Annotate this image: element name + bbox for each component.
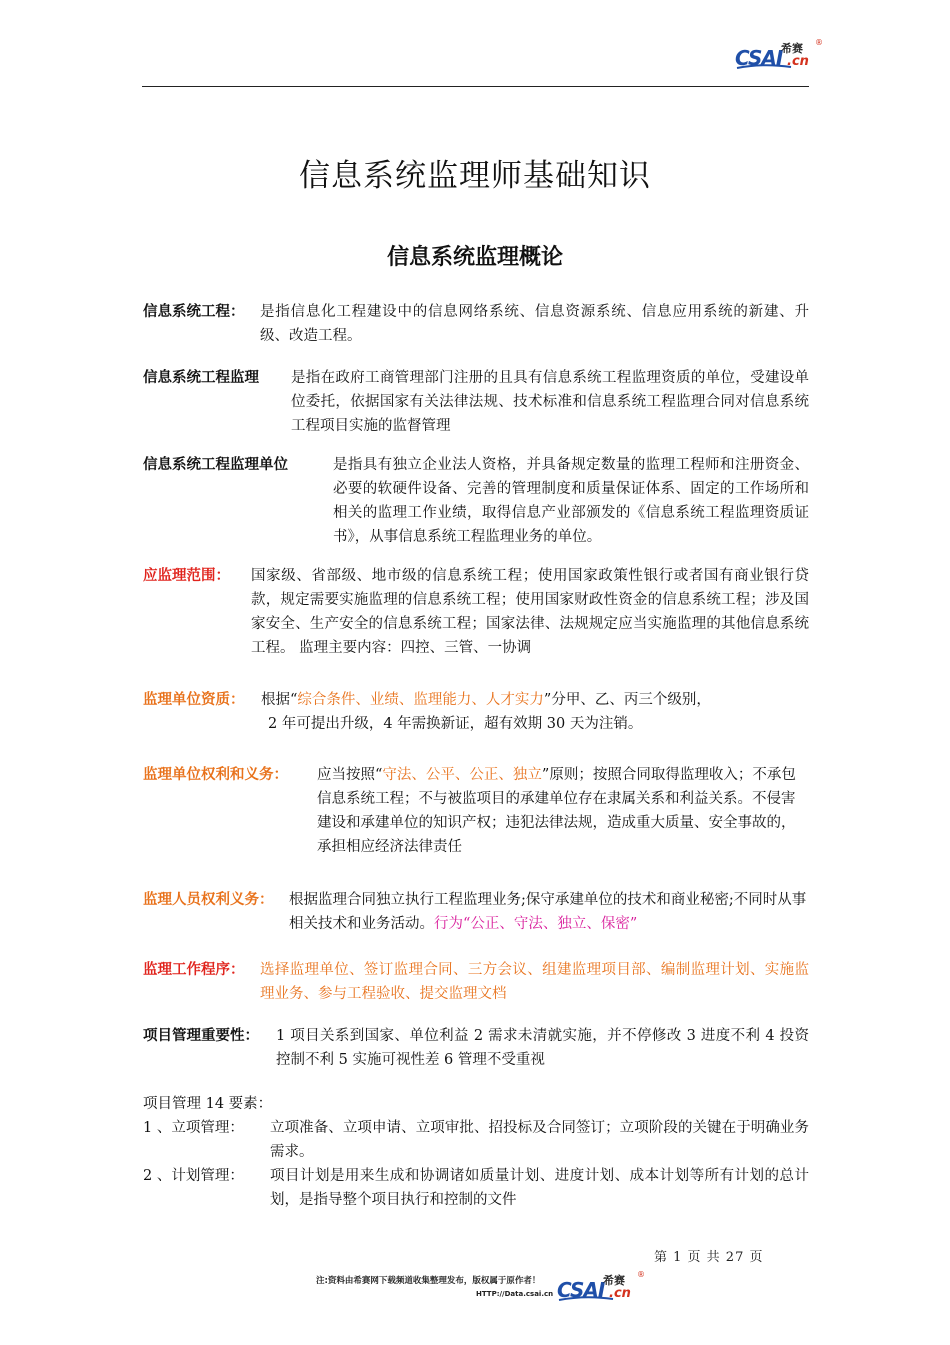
highlight-text: 行为“公正、守法、独立、保密” bbox=[434, 916, 638, 932]
list-item bbox=[143, 1116, 809, 1164]
logo-swoosh-icon bbox=[557, 1296, 615, 1302]
definition-entry bbox=[143, 453, 809, 549]
csai-logo bbox=[735, 40, 825, 72]
definition-body: 1 项目关系到国家、单位利益 2 需求未清就实施，并不停修改 3 进度不利 4 投资控制不利 5 实施可视性差 6 管理不受重视 bbox=[276, 1028, 809, 1068]
definition-body-line: 2 年可提出升级，4 年需换新证，超有效期 30 天为注销。 bbox=[268, 716, 643, 732]
body-text: ”分甲、乙、丙三个级别， bbox=[543, 692, 711, 708]
definition-body: 是指信息化工程建设中的信息网络系统、信息资源系统、信息应用系统的新建、升级、改造工程。 bbox=[260, 304, 809, 344]
definition-body bbox=[289, 888, 809, 936]
footer-url: HTTP://Data.csai.cn bbox=[476, 1290, 554, 1298]
list-item-label: 2 、计划管理： bbox=[143, 1168, 244, 1184]
list-item-text: 立项准备、立项申请、立项审批、招投标及合同签订；立项阶段的关键在于明确业务需求。 bbox=[270, 1120, 809, 1160]
definition-body bbox=[261, 688, 809, 712]
page-number: 第 1 页 共 27 页 bbox=[654, 1250, 764, 1265]
list-item-label: 1 、立项管理： bbox=[143, 1120, 244, 1136]
list-item-text: 项目计划是用来生成和协调诸如质量计划、进度计划、成本计划等所有计划的总计划，是指导整个项目执行和控制的文件 bbox=[270, 1168, 809, 1208]
logo-domain: .cn bbox=[787, 54, 809, 69]
body-text: 应当按照“ bbox=[317, 767, 383, 783]
definition-body: 国家级、省部级、地市级的信息系统工程；使用国家政策性银行或者国有商业银行贷款，规定需要实施监理的信息系统工程；使用国家财政性资金的信息系统工程；涉及国家安全、生产安全的信息系统工程；国家法律、法规规定应当实施监理的其他信息系统工程。 监理主要内容：四控、三管、一协调 bbox=[251, 568, 809, 656]
definition-body: 是指在政府工商管理部门注册的且具有信息系统工程监理资质的单位，受建设单位委托，依据国家有关法律法规、技术标准和信息系统工程监理合同对信息系统工程项目实施的监督管理 bbox=[291, 370, 809, 434]
definition-term: 监理工作程序： bbox=[143, 962, 245, 978]
definition-term: 监理单位权利和义务： bbox=[143, 767, 288, 783]
definition-entry bbox=[143, 300, 809, 348]
definition-term: 项目管理重要性： bbox=[143, 1028, 259, 1044]
document-title: 信息系统监理师基础知识 bbox=[299, 158, 651, 194]
header-rule bbox=[142, 86, 809, 87]
definition-body bbox=[317, 763, 809, 859]
definition-entry bbox=[143, 366, 809, 438]
definition-entry bbox=[143, 958, 809, 1006]
body-text: ”原则；按照合同取得监理收入；不承包信息系统工程；不与被监项目的承建单位存在隶属关系和利益关系。不侵害建设和承建单位的知识产权；违犯法律法规，造成重大质量、安全事故的，承担相应经济法律责任 bbox=[317, 767, 796, 855]
definition-entry bbox=[143, 564, 809, 660]
body-text: 根据“ bbox=[261, 692, 298, 708]
definition-entry bbox=[143, 763, 809, 859]
definition-term: 监理人员权利义务： bbox=[143, 892, 274, 908]
definition-body: 是指具有独立企业法人资格，并具备规定数量的监理工程师和注册资金、必要的软硬件设备、完善的管理制度和质量保证体系、固定的工作场所和相关的监理工作业绩，取得信息产业部颁发的《信息系统工程监理资质证书》，从事信息系统工程监理业务的单位。 bbox=[333, 457, 809, 545]
definition-term: 应监理范围： bbox=[143, 568, 230, 584]
section-title: 信息系统监理概论 bbox=[386, 245, 563, 270]
definition-term: 信息系统工程监理单位 bbox=[143, 457, 288, 473]
logo-domain: .cn bbox=[609, 1286, 631, 1301]
definition-entry bbox=[143, 688, 809, 736]
highlight-text: 综合条件、业绩、监理能力、人才实力 bbox=[297, 692, 544, 708]
logo-wordmark: CSAI bbox=[735, 46, 783, 70]
definition-body: 选择监理单位、签订监理合同、三方会议、组建监理项目部、编制监理计划、实施监理业务、参与工程验收、提交监理文档 bbox=[260, 962, 809, 1002]
logo-wordmark: CSAI bbox=[557, 1278, 605, 1302]
logo-registered-mark: ® bbox=[815, 38, 823, 47]
logo-swoosh-icon bbox=[735, 64, 793, 70]
definition-entry bbox=[143, 1024, 809, 1072]
csai-logo-footer bbox=[557, 1272, 647, 1304]
body-text: 根据监理合同独立执行工程监理业务;保守承建单位的技术和商业秘密;不同时从事相关技术和业务活动。 bbox=[289, 892, 807, 932]
logo-registered-mark: ® bbox=[637, 1270, 645, 1279]
footer-note: 注:资料由希赛网下载频道收集整理发布，版权属于原作者！ bbox=[316, 1276, 541, 1286]
list-heading: 项目管理 14 要素： bbox=[143, 1096, 273, 1112]
definition-term: 监理单位资质： bbox=[143, 692, 245, 708]
highlight-text: 守法、公平、公正、独立 bbox=[382, 767, 542, 783]
definition-term: 信息系统工程： bbox=[143, 304, 245, 320]
definition-term: 信息系统工程监理 bbox=[143, 370, 259, 386]
list-item bbox=[143, 1164, 809, 1212]
logo-chinese: 希赛 bbox=[603, 1274, 625, 1287]
logo-chinese: 希赛 bbox=[781, 42, 803, 55]
definition-entry bbox=[143, 888, 809, 936]
